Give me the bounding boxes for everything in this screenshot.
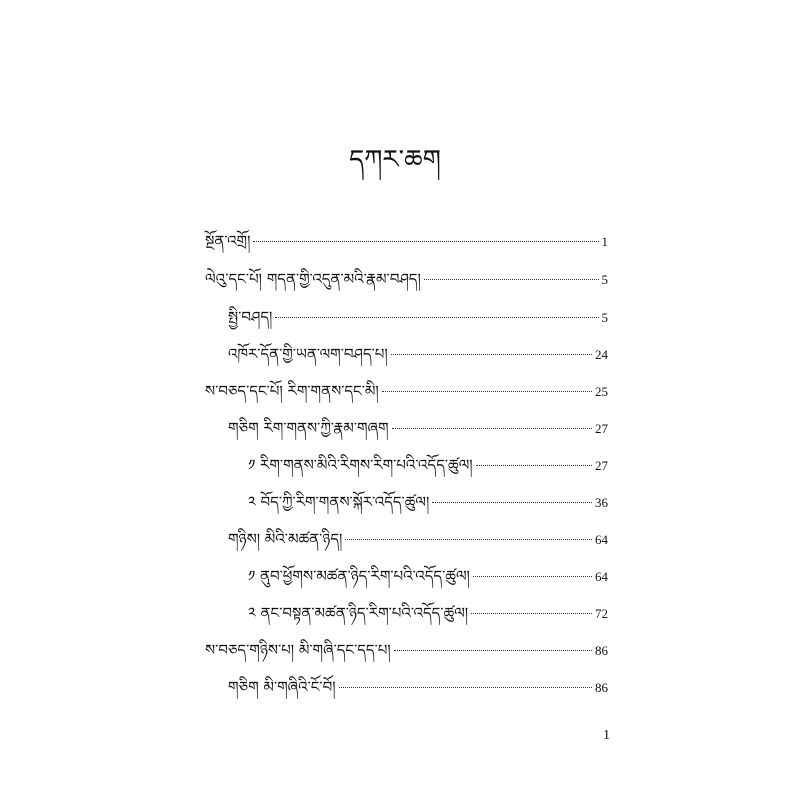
toc-label: གཅིག རིག་གནས་ཀྱི་རྣམ་གཞག [228, 419, 389, 437]
toc-entry-10 [248, 563, 608, 589]
toc-entry-2 [205, 266, 608, 292]
toc-entry-8 [248, 489, 608, 515]
toc-label: གཉིས། མིའི་མཚན་ཉིད། [228, 530, 343, 548]
toc-label: ༡ ནུབ་ཕྱོགས་མཚན་ཉིད་རིག་པའི་འདོད་ཚུལ། [248, 567, 470, 585]
toc-entry-9 [228, 526, 608, 552]
toc-page-number: 86 [595, 680, 608, 695]
toc-label: སྔོན་འགྲོ། [205, 232, 251, 250]
folio-page-number: 1 [603, 728, 610, 743]
toc-page-number: 25 [595, 384, 608, 399]
toc-label: ས་བཅད་གཉིས་པ། མི་གཞི་དང་དད་པ། [205, 641, 391, 659]
toc-label: སྤྱི་བཤད། [228, 308, 273, 326]
toc-page-number: 36 [595, 495, 608, 510]
toc-page-number: 86 [595, 643, 608, 658]
toc-entry-1 [205, 228, 608, 254]
dot-leader [471, 613, 592, 614]
toc-page-number: 72 [595, 606, 608, 621]
dot-leader [432, 502, 592, 503]
dot-leader [345, 539, 592, 540]
page-title: དཀར་ཆག [349, 145, 441, 175]
toc-label: ས་བཅད་དང་པོ། རིག་གནས་དང་མི། [205, 382, 379, 400]
toc-label: ༢ བོད་ཀྱི་རིག་གནས་སྐོར་འདོད་ཚུལ། [248, 493, 430, 511]
dot-leader [339, 687, 592, 688]
toc-entry-5 [205, 378, 608, 404]
toc-page-number: 64 [595, 569, 608, 584]
toc-page-number: 64 [595, 532, 608, 547]
toc-label: འཁོར་དོན་གྱི་ཡན་ལག་བཤད་པ། [228, 345, 388, 363]
toc-entry-11 [248, 600, 608, 626]
dot-leader [275, 317, 598, 318]
toc-page-number: 5 [601, 310, 608, 325]
toc-label: ༢ ནང་བསྟན་མཚན་ཉིད་རིག་པའི་འདོད་ཚུལ། [248, 604, 469, 622]
toc-page-number: 27 [595, 458, 608, 473]
dot-leader [253, 241, 598, 242]
dot-leader [391, 354, 592, 355]
dot-leader [392, 428, 592, 429]
toc-label: གཅིག མི་གཞིའི་ངོ་བོ། [228, 678, 336, 696]
toc-entry-13 [228, 674, 608, 700]
toc-entry-7 [248, 452, 608, 478]
toc-page-number: 24 [595, 347, 608, 362]
toc-entry-12 [205, 637, 608, 663]
toc-page-number: 27 [595, 421, 608, 436]
dot-leader [473, 576, 592, 577]
toc-page-number: 5 [601, 272, 608, 287]
toc-label: ལེའུ་དང་པོ། གདན་གྱི་འདུན་མའི་རྣམ་བཤད། [205, 270, 421, 288]
dot-leader [476, 465, 592, 466]
dot-leader [424, 279, 599, 280]
dot-leader [394, 650, 592, 651]
toc-entry-3 [228, 304, 608, 330]
dot-leader [382, 391, 592, 392]
toc-entry-6 [228, 415, 608, 441]
toc-label: ༡ རིག་གནས་མིའི་རིགས་རིག་པའི་འདོད་ཚུལ། [248, 456, 473, 474]
toc-entry-4 [228, 341, 608, 367]
toc-page-number: 1 [601, 234, 608, 249]
